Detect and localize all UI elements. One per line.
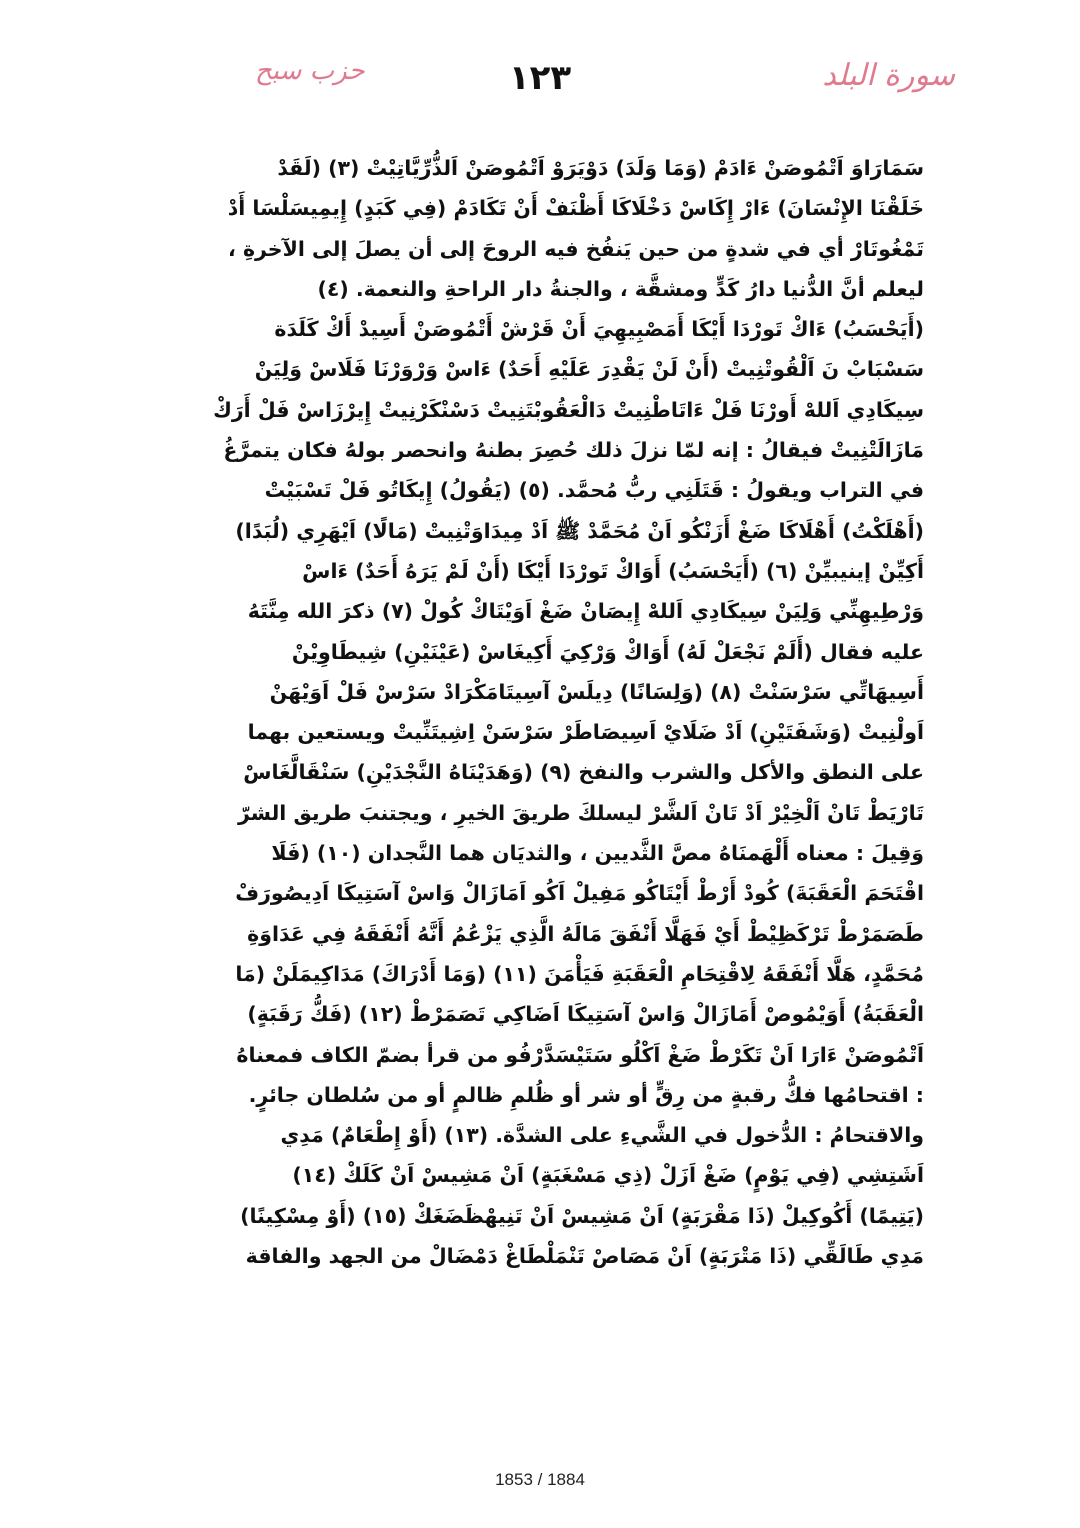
text-line: (أَهْلَكْتُ) أَهْلَاكَا ضَغْ أَزَنْكُو اَنْ مُحَمَّدْ ﷺ اَدْ مِيدَاوَتْنِيتْ (مَالًا) اَيْهَرِي (لُبَدًا) xyxy=(235,518,924,543)
text-line: أَكِيِّنْ إينيبيِّنْ (٦) (أَيَحْسَبُ) أَوَاكْ تَورْدَا أَيْكَا (أَنْ لَمْ يَرَهُ أَحَدٌ) ءَاسْ xyxy=(302,558,924,583)
text-line: سَمَارَاوَ اَتْمُوصَنْ ءَادَمْ (وَمَا وَلَدَ) دَوْيَرَوْ اَتْمُوصَنْ اَلذُّرِّيَّاتِيْتْ (٣) (لَقَدْ xyxy=(277,156,924,180)
text-line: خَلَقْنَا الإِنْسَانَ) ءَارْ إِكَاسْ دَخْلَاكَا أَظْنَفْ أَنْ تَكَادَمْ (فِي كَبَدٍ) إِيمِيسَلْسَا أَدْ xyxy=(227,196,924,221)
text-line: اَتْمُوصَنْ ءَارَا اَنْ تَكَرْطْ ضَغْ اَكْلُو سَتَيْسَدَّرْفُو من قرأ بضمّ الكاف فمعناهُ xyxy=(236,1042,924,1067)
text-line: على النطق والأكل والشرب والنفخ (٩) (وَهَدَيْنَاهُ النَّجْدَيْنِ) سَنْقَالَّغَاسْ xyxy=(243,760,924,785)
text-line: اقْتَحَمَ الْعَقَبَةَ) كُودْ أَرْطْ أَيْتَاكُو مَفِيلْ اَكُو اَمَازَالْ وَاسْ آسَتِيكَا اَدِيصُورَفْ xyxy=(235,881,924,906)
text-line: اَشَتِشِي (فِي يَوْمٍ) ضَغْ اَزَلْ (ذِي مَسْغَبَةٍ) اَنْ مَشِيسْ اَنْ كَلَكْ (١٤) xyxy=(292,1163,924,1188)
text-line: والاقتحامُ : الدُّخول في الشَّيءِ على الشدَّة. (١٣) (أَوْ إِطْعَامٌ) مَدِي xyxy=(280,1123,924,1148)
text-line: وَرْطِيهِنِّي وَلِيَنْ سِيكَادِي اَللهْ إِيصَانْ ضَغْ اَوَيْتَاكْ كُولْ (٧) ذكرَ الله مِنَّتَهُ xyxy=(247,599,924,624)
text-line: مَازَالَتْنِيتْ فيقالُ : إنه لمّا نزلَ ذلك حُصِرَ بطنهُ وانحصر بولهُ فكان يتمرَّغُ xyxy=(223,438,924,463)
text-line: : اقتحامُها فكُّ رقبةٍ من رِقٍّ أو شر أو ظُلمِ ظالمٍ أو من سُلطان جائرٍ. xyxy=(248,1082,924,1107)
surah-handwritten-note: سورة البلد xyxy=(822,58,955,93)
text-line: الْعَقَبَةُ) أَوَيْمُوصْ أَمَازَالْ وَاسْ آسَتِيكَا اَضَاكِي تَصَمَرْطْ (١٢) (فَكُّ رَقَبَةٍ) xyxy=(247,1002,924,1027)
hizb-handwritten-note: حزب سبح xyxy=(255,56,365,86)
text-line: تَمْغُوتَارْ أي في شدةٍ من حين يَنفُخ فيه الروحَ إلى أن يصلَ إلى الآخرةِ ، xyxy=(228,236,924,261)
text-line: مَدِي طَالَقِّي (ذَا مَتْرَبَةٍ) اَنْ مَصَاصْ تَنْمَلْطَاغْ دَمْضَالْ من الجهد والفاقة xyxy=(245,1244,924,1269)
text-line: وَقِيلَ : معناه أَلْهَمنَاهُ مصَّ الثَّديين ، والثديَان هما النَّجدان (١٠) (فَلَا xyxy=(271,841,924,866)
text-line: تَارْيَطْ تَانْ اَلْخِيْرْ اَدْ تَانْ اَلشَّرْ ليسلكَ طريقَ الخيرِ ، ويجتنبَ طريق الشرّ xyxy=(237,800,924,825)
text-line: ليعلم أنَّ الدُّنيا دارُ كَدٍّ ومشقَّة ، والجنةُ دار الراحةِ والنعمة. (٤) xyxy=(317,276,924,301)
text-line: (يَتِيمًا) أَكُوكِيلْ (ذَا مَقْرَبَةٍ) اَنْ مَشِيسْ اَنْ تَنِيهْظَضَغَكْ (١٥) (أَوْ مِسْكِينًا) xyxy=(240,1203,924,1228)
text-line: أَسِيهَاتِّي سَرْسَنْتْ (٨) (وَلِسَانًا) دِيلَسْ آسِيتَامَكْرَادْ سَرْسْ فَلْ اَوَيْهَنْ xyxy=(269,679,924,704)
text-line: (أَيَحْسَبُ) ءَاكْ تَورْدَا أَيْكَا أَمَصْبِيهِيَ أَنْ قَرْشْ أَتْمُوصَنْ أَسِيدْ أَكْ كَلَدَة xyxy=(274,317,924,342)
text-line: عليه فقال (أَلَمْ نَجْعَلْ لَهُ) أَوَاكْ وَرْكِيَ أَكِيغَاسْ (عَيْنَيْنِ) شِيطَاوِيْنْ xyxy=(291,639,924,664)
text-line: سَسْبَابْ نَ اَلْقُوتْنِيتْ (أَنْ لَنْ يَقْدِرَ عَلَيْهِ أَحَدٌ) ءَاسْ وَرْوَرْنَا فَلَاسْ وَلِيَنْ xyxy=(254,357,924,382)
page-counter: 1853 / 1884 xyxy=(495,1470,585,1489)
page-number: ١٢٣ xyxy=(508,58,572,98)
body-text xyxy=(158,148,924,1276)
text-line: طَصَمَرْطْ تَرْكَظِيْطْ أَيْ فَهَلَّا أَنْفَقَ مَالَهُ الَّذِي يَزْعُمُ أَنَّهُ أَنْفَقَهُ فِي عَدَاوَةِ xyxy=(247,921,924,946)
text-line: اَولْنِيتْ (وَشَفَتَيْنِ) اَدْ ضَلَايْ اَسِيصَاطَرْ سَرْسَنْ اِشِيتَنِّيتْ ويستعين بهما xyxy=(247,720,924,745)
text-line: في التراب ويقولُ : قَتَلَنِي ربُّ مُحمَّد. (٥) (يَقُولُ) إِيكَاتُو فَلْ تَسْبَيْتْ xyxy=(264,478,924,503)
text-line: مُحَمَّدٍ، هَلَّا أَنْفَقَهُ لِاقْتِحَامِ الْعَقَبَةِ فَيَأْمَنَ (١١) (وَمَا أَدْرَاكَ) مَدَاكِيمَلَنْ (مَا xyxy=(235,961,924,986)
text-line: سِيكَادِي اَللهْ أَورْنَا فَلْ ءَاتَاطْنِيتْ دَالْعَقُوبْتَنِيتْ دَسْنْكَرْنِيتْ إِيرْزَاسْ فَلْ أَرَكْ xyxy=(213,397,924,422)
